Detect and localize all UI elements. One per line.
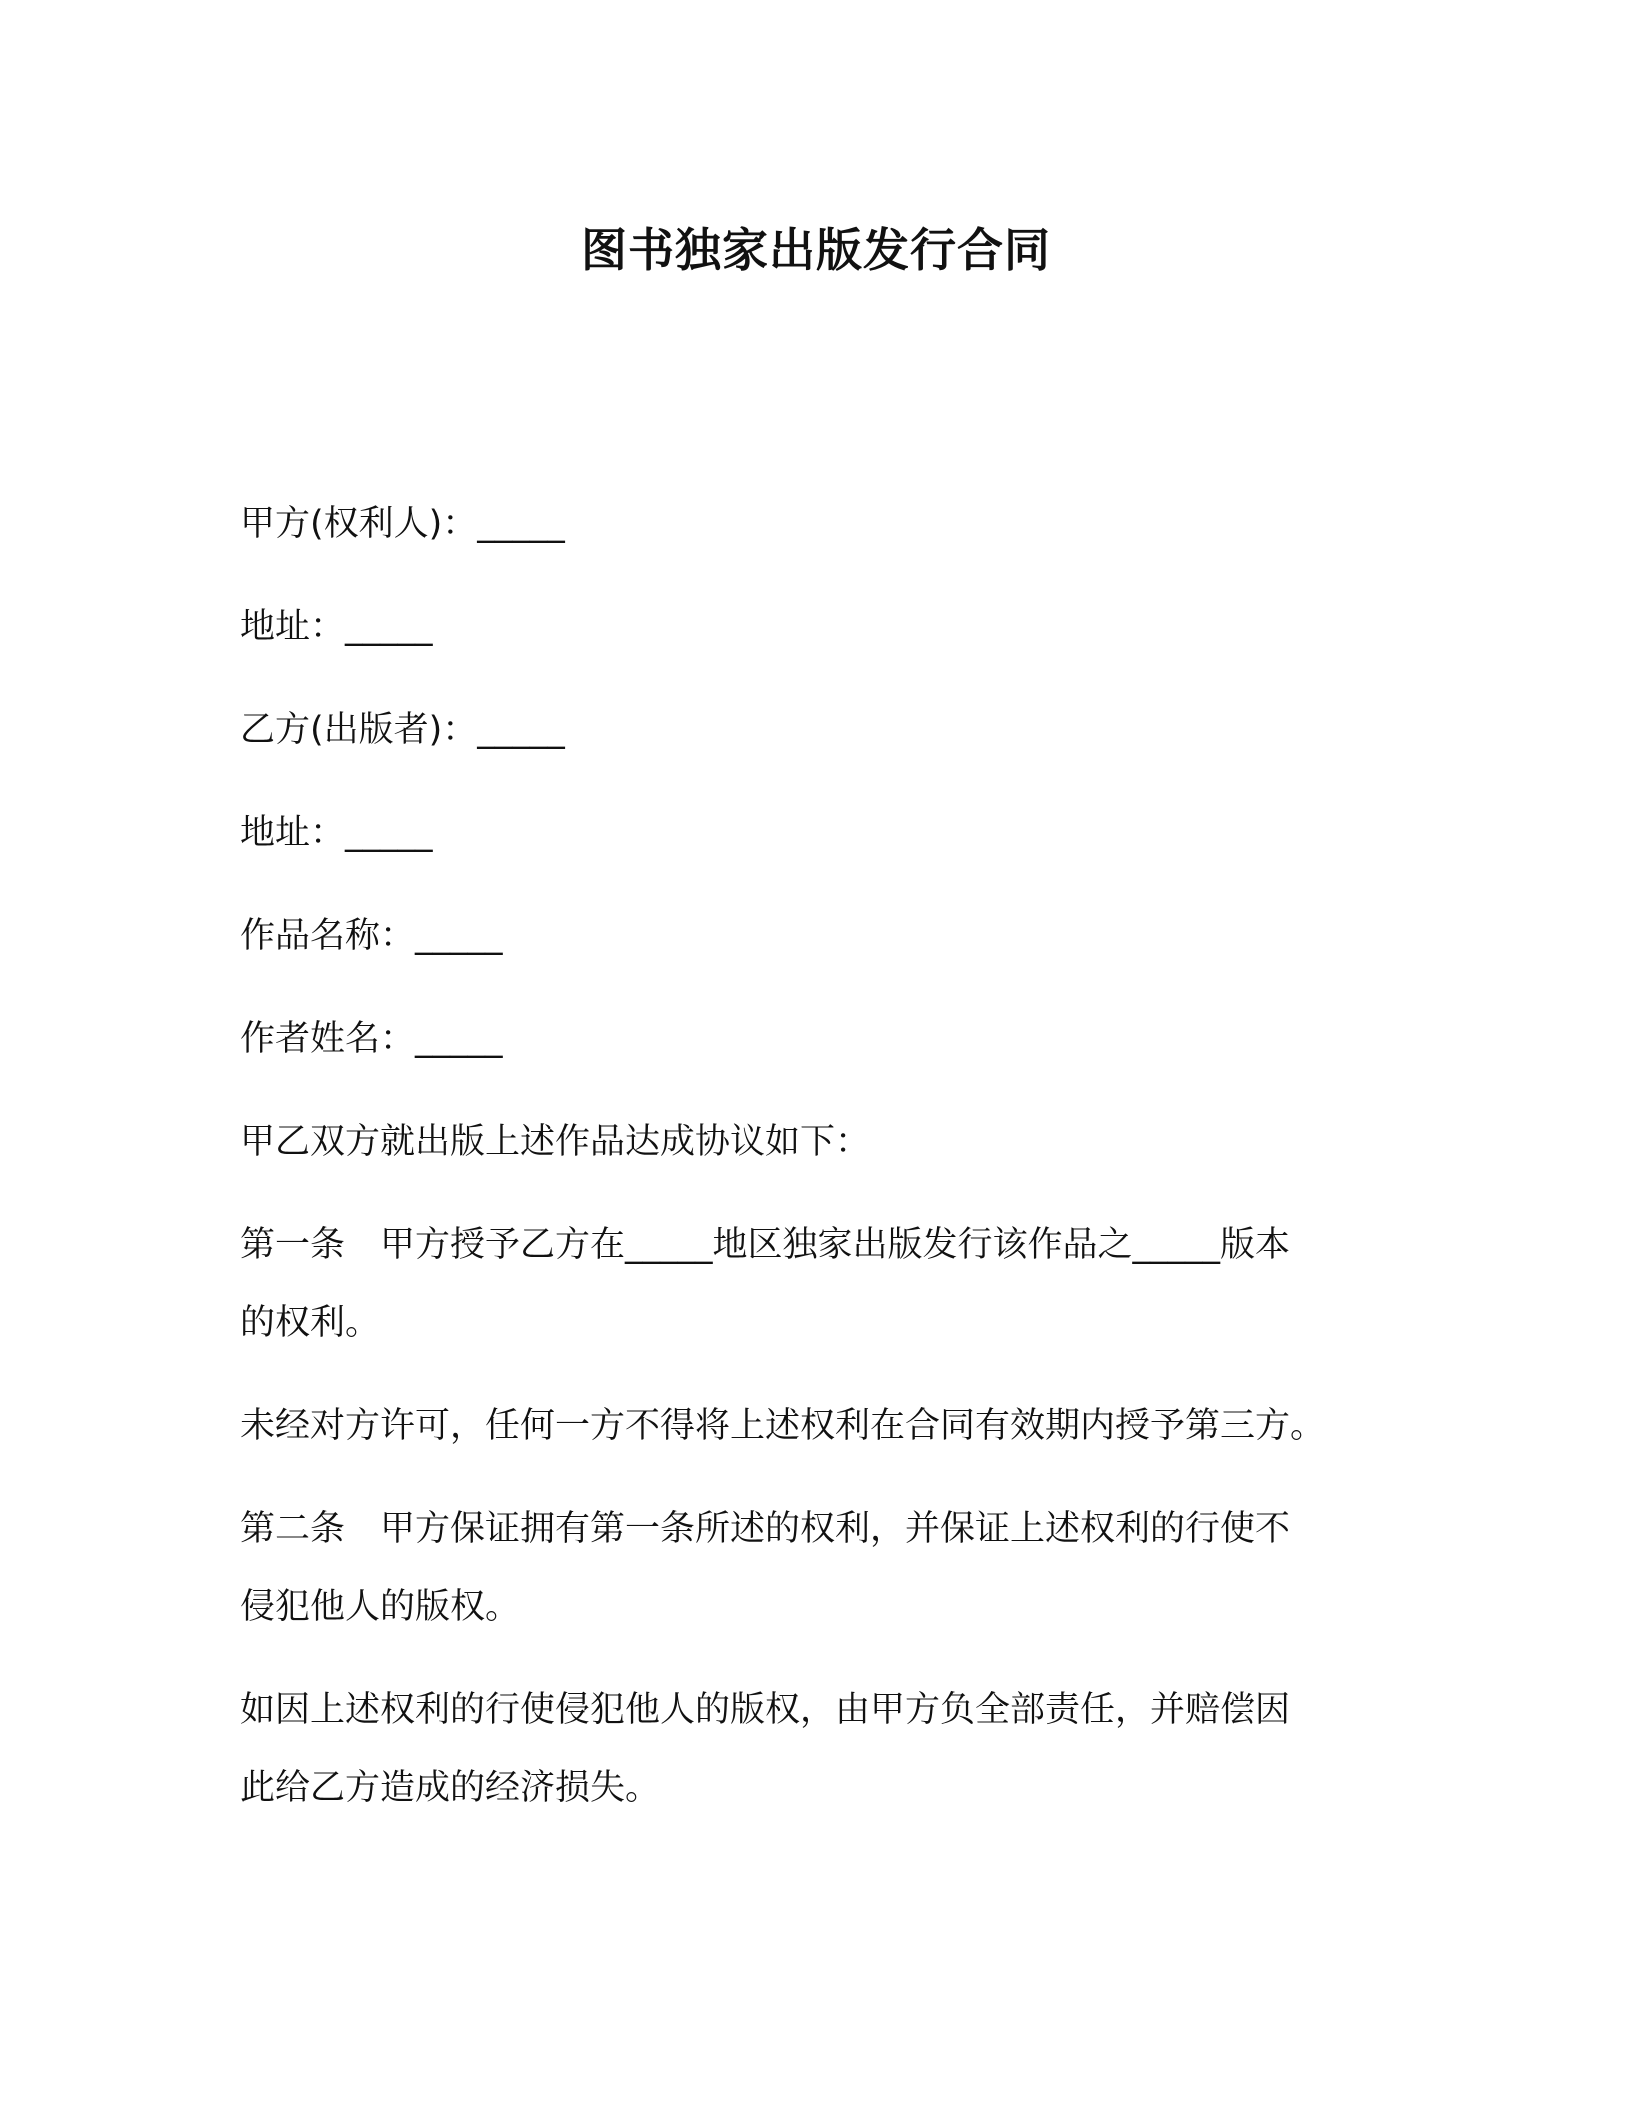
agreement-intro: 甲乙双方就出版上述作品达成协议如下： <box>240 1122 871 1162</box>
article-1-line-2: 的权利。 <box>240 1303 381 1343</box>
field-party-a-address: 地址：_____ <box>240 607 433 647</box>
field-author-name: 作者姓名：_____ <box>240 1019 503 1059</box>
field-party-b-address: 地址：_____ <box>240 813 433 853</box>
article-1-extra: 未经对方许可，任何一方不得将上述权利在合同有效期内授予第三方。 <box>240 1406 1326 1446</box>
article-1-line-1: 第一条 甲方授予乙方在_____地区独家出版发行该作品之_____版本 <box>240 1225 1291 1265</box>
field-party-a: 甲方(权利人)：_____ <box>240 504 565 544</box>
field-party-b: 乙方(出版者)：_____ <box>240 710 565 750</box>
article-2-line-1: 第二条 甲方保证拥有第一条所述的权利，并保证上述权利的行使不 <box>240 1509 1291 1549</box>
article-2-line-2: 侵犯他人的版权。 <box>240 1587 521 1627</box>
article-2-extra-line-2: 此给乙方造成的经济损失。 <box>240 1768 661 1808</box>
article-2-extra-line-1: 如因上述权利的行使侵犯他人的版权，由甲方负全部责任，并赔偿因 <box>240 1690 1291 1730</box>
document-title: 图书独家出版发行合同 <box>581 223 1051 277</box>
field-work-title: 作品名称：_____ <box>240 916 503 956</box>
